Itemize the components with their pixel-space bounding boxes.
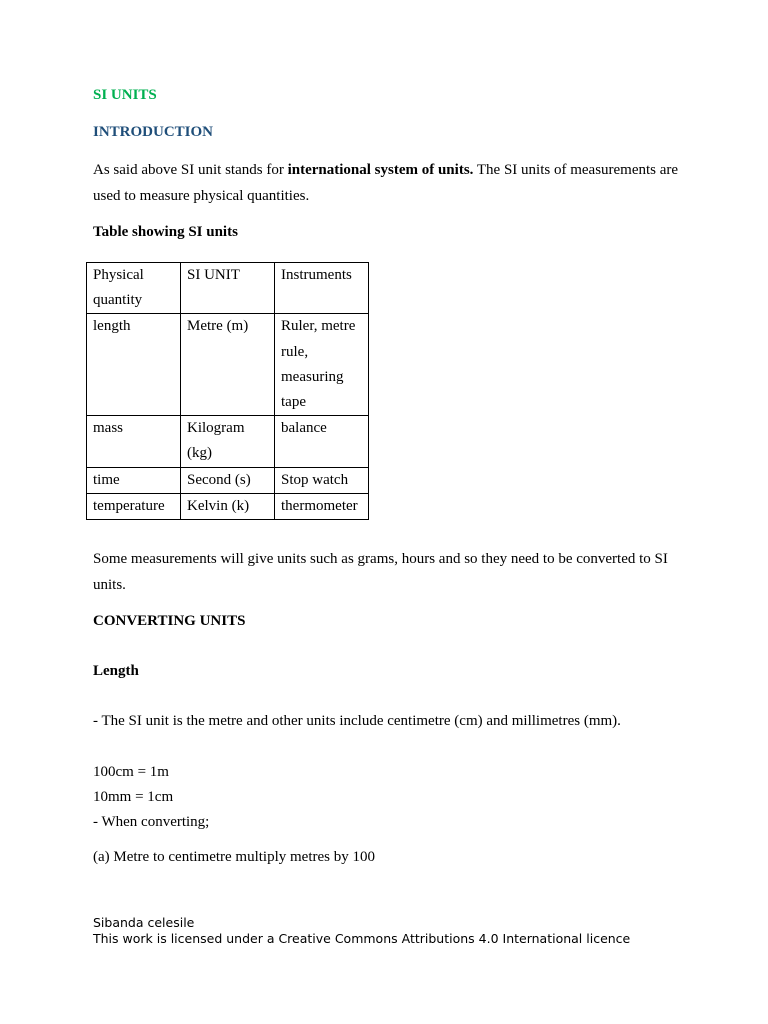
footer-author: Sibanda celesile [93,915,195,930]
table-cell: Kelvin (k) [181,493,275,519]
table-cell: Ruler, metre rule, measuring tape [275,314,369,416]
section-heading-introduction: INTRODUCTION [93,124,214,140]
table-cell: Metre (m) [181,314,275,416]
intro-text-bold: international system of units. [287,162,474,178]
document-title: SI UNITS [93,87,157,103]
section-heading-converting: CONVERTING UNITS [93,613,246,629]
equation-line: 10mm = 1cm [93,789,174,805]
conversion-note: Some measurements will give units such as grams, hours and so they need to be converted to SI units. [93,551,668,593]
table-cell: Second (s) [181,467,275,493]
footer-license: This work is licensed under a Creative Commons Attributions 4.0 International licence [93,931,631,946]
table-cell: length [87,314,181,416]
table-header-row [87,263,369,314]
table-row [87,493,369,519]
intro-text-before: As said above SI unit stands for [93,162,288,178]
table-caption: Table showing SI units [93,224,238,240]
intro-paragraph [93,158,693,209]
table-row [87,314,369,416]
intro-text-after: The SI units of measurements are used to measure physical quantities. [93,162,679,204]
table-row [87,467,369,493]
when-converting-line: - When converting; [93,814,210,830]
table-header-cell: Instruments [275,263,369,314]
length-intro: - The SI unit is the metre and other units include centimetre (cm) and millimetres (mm). [93,713,621,729]
table-header-cell: Physical quantity [87,263,181,314]
table-cell: balance [275,416,369,467]
conversion-rule-a: (a) Metre to centimetre multiply metres by 100 [93,849,375,865]
equation-line: 100cm = 1m [93,764,169,780]
table-cell: thermometer [275,493,369,519]
table-cell: mass [87,416,181,467]
page-footer [93,915,630,947]
table-header-cell: SI UNIT [181,263,275,314]
subsection-heading-length: Length [93,663,139,679]
si-units-table [86,262,369,520]
table-cell: temperature [87,493,181,519]
table-cell: Kilogram (kg) [181,416,275,467]
table-row [87,416,369,467]
table-cell: Stop watch [275,467,369,493]
table-cell: time [87,467,181,493]
